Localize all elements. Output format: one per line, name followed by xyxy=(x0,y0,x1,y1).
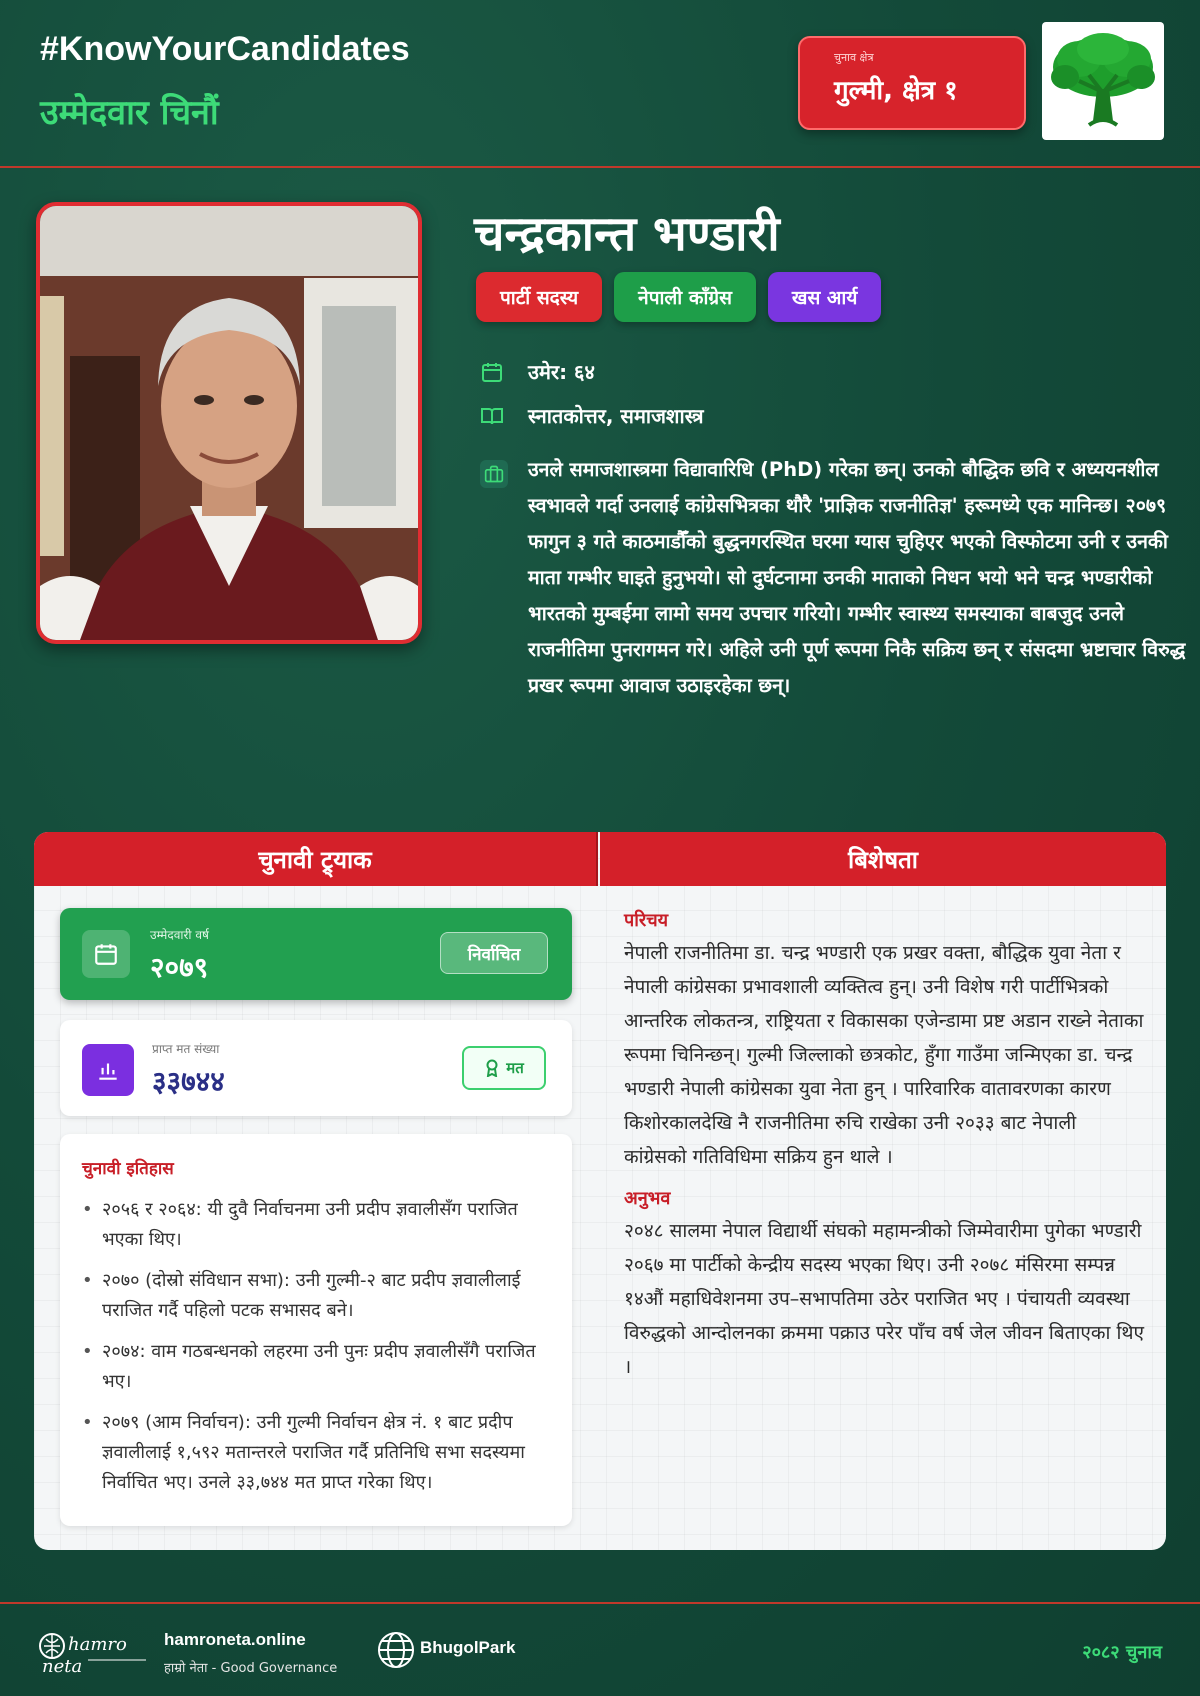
header xyxy=(0,0,1200,168)
briefcase-icon xyxy=(480,460,508,488)
age-row xyxy=(480,358,595,388)
election-history-card xyxy=(60,1134,572,1526)
party-logo xyxy=(1042,22,1164,140)
candidate-photo xyxy=(36,202,422,644)
svg-text:neta: neta xyxy=(42,1656,83,1676)
site-tagline: हाम्रो नेता - Good Governance xyxy=(164,1661,338,1676)
header-divider xyxy=(0,166,1200,168)
votes-badge xyxy=(462,1046,546,1090)
constituency-badge xyxy=(798,36,1026,130)
history-item: • २०७९ (आम निर्वाचन): उनी गुल्मी निर्वाचन क्षेत्र नं. १ बाट प्रदीप ज्ञवालीलाई १,५९२ मतान्तरले पराजित गर्दै प्रतिनिधि सभा सदस्यमा निर्वाचित भए। उनले ३३,७४४ मत प्राप्त गरेका थिए। xyxy=(82,1408,554,1498)
history-item: • २०७० (दोस्रो संविधान सभा): उनी गुल्मी-२ बाट प्रदीप ज्ञवालीलाई पराजित गर्दै पहिलो पटक सभासद बने। xyxy=(82,1266,554,1326)
tree-icon xyxy=(1049,29,1157,133)
tag-party: नेपाली काँग्रेस xyxy=(614,272,756,322)
bar-chart-icon xyxy=(82,1044,134,1096)
intro-title: परिचय xyxy=(624,910,669,931)
intro-text: नेपाली राजनीतिमा डा. चन्द्र भण्डारी एक प्रखर वक्ता, बौद्धिक युवा नेता र नेपाली कांग्रेसका प्रभावशाली व्यक्तित्व हुन्। उनी विशेष गरी पार्टीभित्रको आन्तरिक लोकतन्त्र, राष्ट्रियता र विकासका एजेन्डामा प्रष्ट अडान राख्ने नेताका रूपमा चिनिन्छन्। गुल्मी जिल्लाको छत्रकोट, हुँगा गाउँमा जन्मिएका डा. चन्द्र भण्डारी नेपाली कांग्रेसका युवा नेता हुन् । पारिवारिक वातावरणका कारण किशोरकालदेखि नै राजनीतिमा रुचि राखेका उनी २०३३ बाट नेपाली कांग्रेसको गतिविधिमा सक्रिय हुन थाले । xyxy=(624,942,1144,1168)
election-track-heading: चुनावी ट्र्याक xyxy=(34,832,598,886)
experience-text: २०४८ सालमा नेपाल विद्यार्थी संघको महामन्त्रीको जिम्मेवारीमा पुगेका भण्डारी २०६७ मा पार्टीको केन्द्रीय सदस्य भएका थिए। उनी २०७८ मंसिरमा सम्पन्न १४औं महाधिवेशनमा उप–सभापतिमा उठेर पराजित भए । पंचायती व्यवस्था विरुद्धको आन्दोलनका क्रममा पक्राउ परेर पाँच वर्ष जेल जीवन बिताएका थिए । xyxy=(624,1220,1145,1378)
page-subtitle: उम्मेदवार चिनौं xyxy=(40,93,219,133)
constituency-label: चुनाव क्षेत्र xyxy=(834,51,874,64)
partner-logo: BhugolPark xyxy=(420,1638,516,1657)
votes-label: प्राप्त मत संख्या xyxy=(152,1042,220,1056)
candidacy-year-card xyxy=(60,908,572,1000)
book-icon xyxy=(480,404,508,432)
tag-ethnicity: खस आर्य xyxy=(768,272,881,322)
votes-badge-label: मत xyxy=(506,1059,524,1077)
calendar-icon xyxy=(82,930,130,978)
constituency-value: गुल्मी, क्षेत्र १ xyxy=(834,76,958,106)
tag-party-member: पार्टी सदस्य xyxy=(476,272,602,322)
features-heading: बिशेषता xyxy=(600,832,1166,886)
calendar-icon xyxy=(480,360,508,388)
election-year: २०८२ चुनाव xyxy=(1082,1642,1162,1663)
portrait-image xyxy=(40,206,418,640)
footer xyxy=(0,1604,1200,1696)
candidate-bio: उनले समाजशास्त्रमा विद्यावारिधि (PhD) गरेका छन्। उनको बौद्धिक छवि र अध्ययनशील स्वभावले गर्दा उनलाई कांग्रेसभित्रका थौरै 'प्राज्ञिक राजनीतिज्ञ' हरूमध्ये एक मानिन्छ। २०७९ फागुन ३ गते काठमाडौँको बुद्धनगरस्थित घरमा ग्यास चुहिएर भएको विस्फोटमा उनी र उनकी माता गम्भीर घाइते हुनुभयो। सो दुर्घटनामा उनकी माताको निधन भयो भने चन्द्र भण्डारीको भारतको मुम्बईमा लामो समय उपचार गरियो। गम्भीर स्वास्थ्य समस्याका बाबजुद उनले राजनीतिमा पुनरागमन गरे। अहिले उनी पूर्ण रूपमा निकै सक्रिय छन् र संसदमा भ्रष्टाचार विरुद्ध प्रखर रूपमा आवाज उठाइरहेका छन्। xyxy=(528,458,1186,697)
candidate-name: चन्द्रकान्त भण्डारी xyxy=(474,206,780,262)
history-item: • २०५६ र २०६४: यी दुवै निर्वाचनमा उनी प्रदीप ज्ञवालीसँग पराजित भएका थिए। xyxy=(82,1195,554,1255)
history-item: • २०७४: वाम गठबन्धनको लहरमा उनी पुनः प्रदीप ज्ञवालीसँगै पराजित भए। xyxy=(82,1337,554,1397)
globe-icon xyxy=(376,1630,416,1670)
education-text: स्नातकोत्तर, समाजशास्त्र xyxy=(528,404,704,428)
candidacy-year-label: उम्मेदवारी वर्ष xyxy=(150,928,209,942)
history-list xyxy=(82,1195,554,1498)
age-text: उमेर: ६४ xyxy=(528,360,595,384)
svg-text:hamro: hamro xyxy=(68,1634,127,1655)
details-panel xyxy=(34,832,1166,1550)
site-url[interactable]: hamroneta.online xyxy=(164,1630,306,1649)
award-icon xyxy=(484,1059,500,1077)
bio-row xyxy=(480,458,1188,704)
candidate-tags xyxy=(476,272,881,322)
elected-status-badge: निर्वाचित xyxy=(440,932,548,974)
votes-value: ३३७४४ xyxy=(152,1065,225,1098)
votes-card xyxy=(60,1020,572,1116)
candidacy-year-value: २०७९ xyxy=(150,951,209,984)
hashtag-title: #KnowYourCandidates xyxy=(40,30,410,68)
hamroneta-logo xyxy=(38,1630,150,1676)
features-column xyxy=(624,908,1144,1396)
experience-title: अनुभव xyxy=(624,1188,671,1209)
education-row xyxy=(480,402,704,432)
history-title: चुनावी इतिहास xyxy=(82,1159,174,1179)
